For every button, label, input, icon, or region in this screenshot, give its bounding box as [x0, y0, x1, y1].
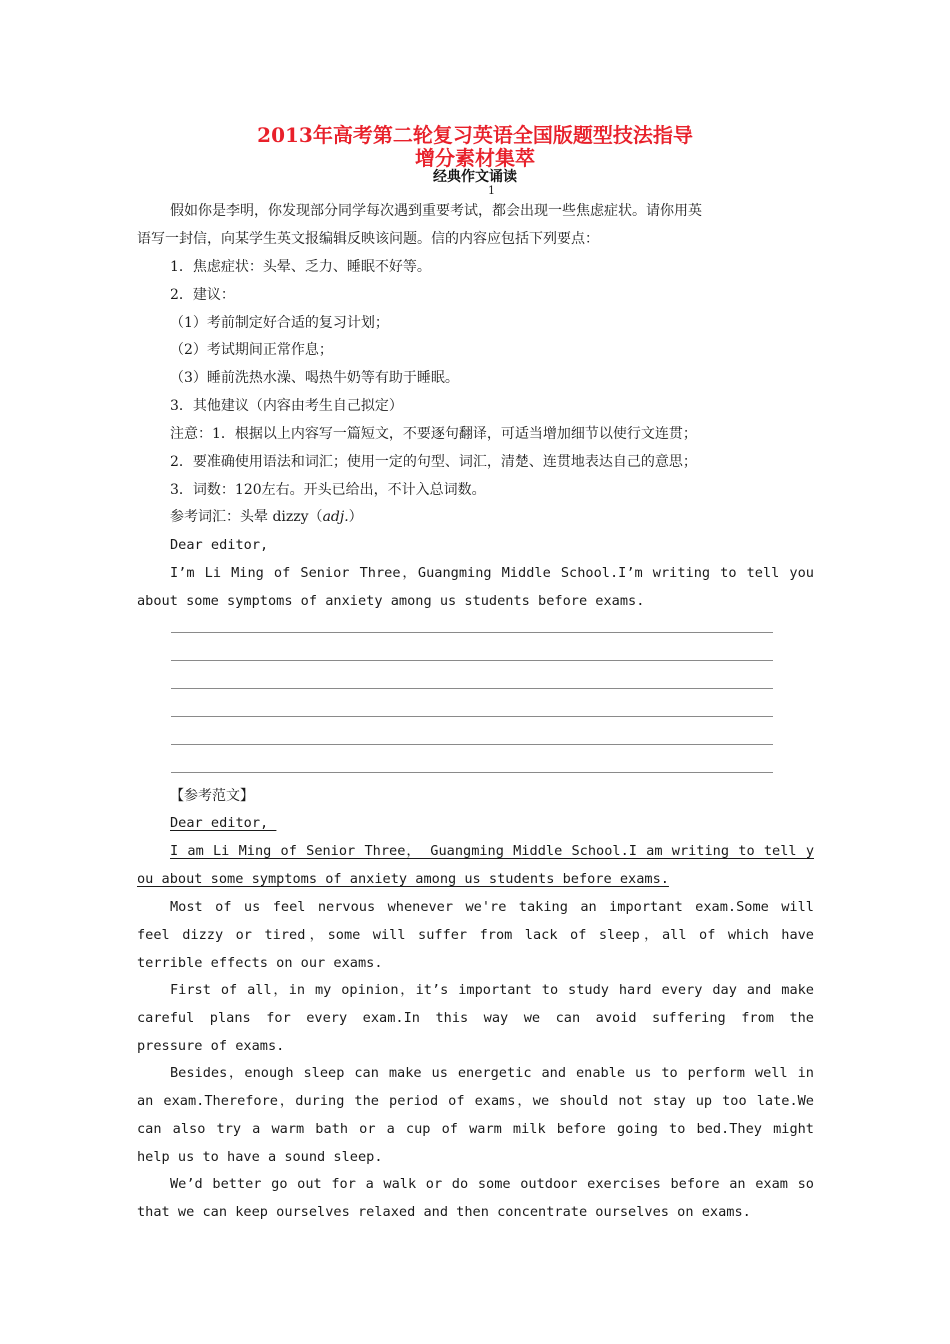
prompt-greeting: Dear editor,: [170, 537, 269, 553]
prompt-point-3: 3．其他建议（内容由考生自己拟定）: [170, 398, 403, 414]
model-p2-line1: First of all，in my opinion，it’s important to study hard every day and make: [170, 982, 814, 998]
model-p1-line3: terrible effects on our exams.: [137, 955, 383, 971]
model-p2-line2: careful plans for every exam.In this way we can avoid suffering from the: [137, 1010, 814, 1026]
vocab-prefix: 参考词汇：头晕 dizzy（: [170, 509, 323, 525]
model-opening-line2: ou about some symptoms of anxiety among us students before exams.: [137, 871, 669, 887]
section-title: 经典作文诵读: [433, 169, 517, 185]
vocab-suffix: ）: [348, 509, 363, 525]
answer-line[interactable]: [171, 744, 773, 745]
model-p3-line3: can also try a warm bath or a cup of warm milk before going to bed.They might: [137, 1121, 814, 1137]
answer-line[interactable]: [171, 772, 773, 773]
prompt-note-2: 2．要准确使用语法和词汇；使用一定的句型、词汇，清楚、连贯地表达自己的意思；: [170, 454, 697, 470]
prompt-intro-line2: 语写一封信，向某学生英文报编辑反映该问题。信的内容应包括下列要点：: [137, 231, 599, 247]
answer-line[interactable]: [171, 716, 773, 717]
document-title-line2: 增分素材集萃: [415, 146, 535, 170]
model-heading: 【参考范文】: [170, 788, 254, 804]
prompt-opening-line1: I’m Li Ming of Senior Three，Guangming Middle School.I’m writing to tell you: [170, 565, 814, 581]
model-greeting: Dear editor,: [170, 815, 277, 831]
model-p3-line4: help us to have a sound sleep.: [137, 1149, 383, 1165]
prompt-vocab: [170, 507, 363, 527]
model-p4-line2: that we can keep ourselves relaxed and then concentrate ourselves on exams.: [137, 1204, 751, 1220]
answer-line[interactable]: [171, 632, 773, 633]
document-title-line1: 2013年高考第二轮复习英语全国版题型技法指导: [257, 123, 693, 147]
page-number: 1: [488, 184, 495, 197]
model-p2-line3: pressure of exams.: [137, 1038, 285, 1054]
prompt-point-1: 1．焦虑症状：头晕、乏力、睡眠不好等。: [170, 259, 431, 275]
prompt-note-1: 注意：1．根据以上内容写一篇短文，不要逐句翻译，可适当增加细节以使行文连贯；: [170, 426, 697, 442]
prompt-point-2: 2．建议：: [170, 287, 235, 303]
model-p4-line1: We’d better go out for a walk or do some outdoor exercises before an exam so: [170, 1176, 814, 1192]
model-opening-line1: I am Li Ming of Senior Three， Guangming Middle School.I am writing to tell y: [170, 843, 814, 859]
model-p1-line2: feel dizzy or tired，some will suffer from lack of sleep，all of which have: [137, 927, 814, 943]
prompt-opening-line2: about some symptoms of anxiety among us students before exams.: [137, 593, 645, 609]
answer-line[interactable]: [171, 660, 773, 661]
prompt-subpoint-3: （3）睡前洗热水澡、喝热牛奶等有助于睡眠。: [170, 370, 459, 386]
vocab-part-of-speech: adj.: [322, 509, 349, 525]
answer-line[interactable]: [171, 688, 773, 689]
prompt-note-3: 3．词数：120左右。开头已给出，不计入总词数。: [170, 482, 486, 498]
model-p3-line2: an exam.Therefore，during the period of exams，we should not stay up too late.We: [137, 1093, 814, 1109]
prompt-subpoint-1: （1）考前制定好合适的复习计划；: [170, 315, 389, 331]
model-p1-line1: Most of us feel nervous whenever we're taking an important exam.Some will: [170, 899, 814, 915]
prompt-subpoint-2: （2）考试期间正常作息；: [170, 342, 333, 358]
prompt-intro-line1: 假如你是李明，你发现部分同学每次遇到重要考试，都会出现一些焦虑症状。请你用英: [170, 203, 702, 219]
model-p3-line1: Besides，enough sleep can make us energetic and enable us to perform well in: [170, 1065, 814, 1081]
